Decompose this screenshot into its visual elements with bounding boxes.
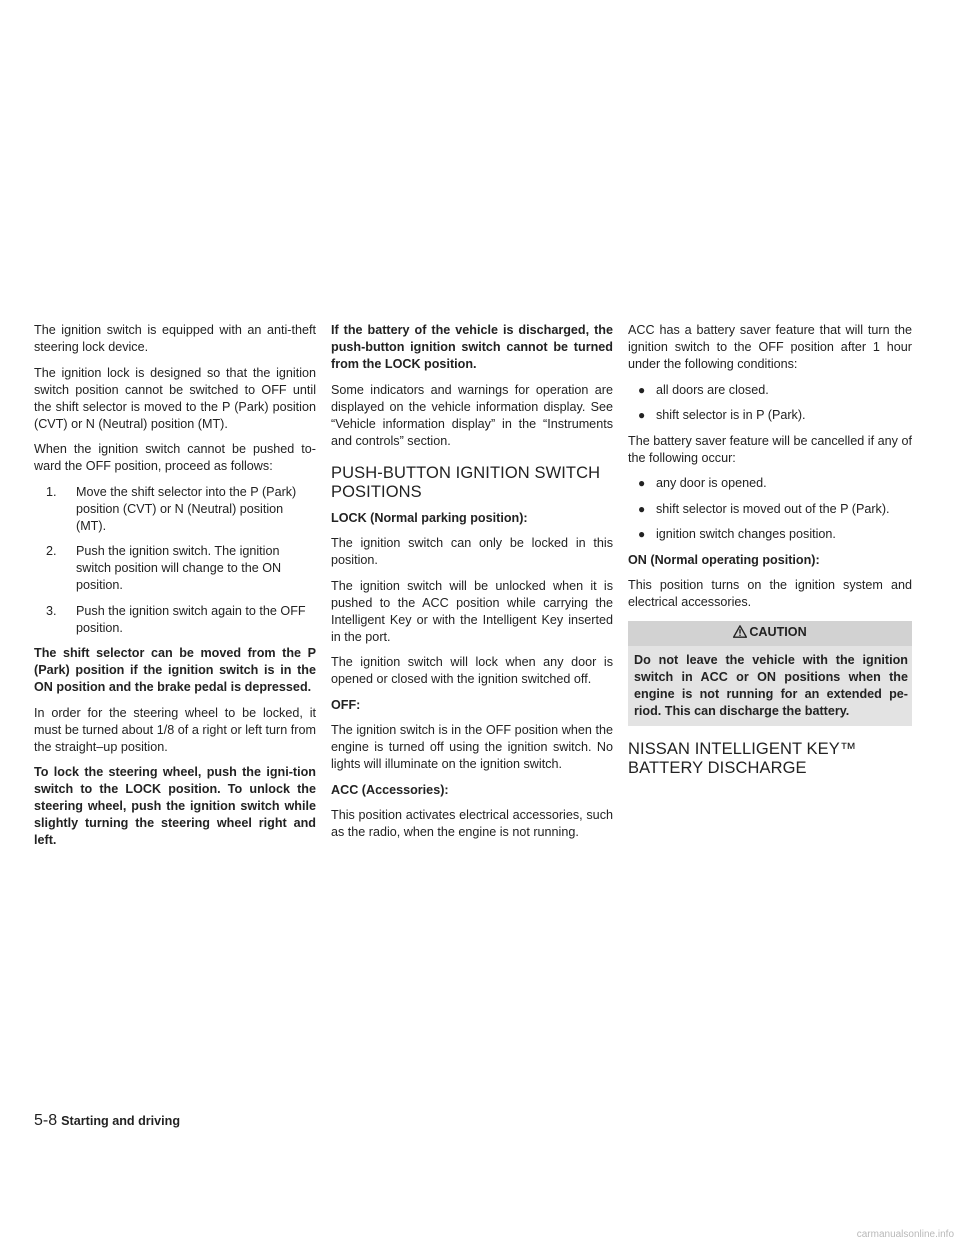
step-text: Push the ignition switch. The ignition switch position will change to the ON position. bbox=[76, 544, 282, 592]
subheading-off: OFF: bbox=[331, 697, 361, 712]
section-heading: NISSAN INTELLIGENT KEY™ BATTERY DISCHARGE bbox=[628, 740, 857, 777]
subheading-on: ON (Normal operating position): bbox=[628, 552, 820, 567]
caution-box bbox=[628, 621, 912, 726]
list-item bbox=[628, 407, 912, 424]
step-item bbox=[46, 484, 316, 535]
step-number: 2. bbox=[46, 544, 57, 558]
paragraph: The ignition switch can only be locked in this position. bbox=[331, 536, 613, 567]
page-number: 5-8 bbox=[34, 1112, 58, 1129]
paragraph: In order for the steering wheel to be locked, it must be turned about 1/8 of a right or left turn from the straight–up position. bbox=[34, 705, 316, 754]
bullet-icon: ● bbox=[638, 408, 646, 422]
paragraph: The ignition switch will lock when any door is opened or closed with the ignition switched off. bbox=[331, 655, 613, 686]
caution-label: CAUTION bbox=[749, 625, 807, 639]
subheading-lock: LOCK (Normal parking position): bbox=[331, 510, 528, 525]
paragraph: ACC has a battery saver feature that will turn the ignition switch to the OFF position after 1 hour under the following conditions: bbox=[628, 323, 912, 371]
caution-text: Do not leave the vehicle with the ignition switch in ACC or ON positions when the engine is not running for an extended pe-riod. This can discharge the battery. bbox=[634, 653, 908, 718]
bullet-icon: ● bbox=[638, 382, 646, 397]
list-item bbox=[628, 475, 912, 492]
paragraph: This position activates electrical accessories, such as the radio, when the engine is not running. bbox=[331, 808, 613, 839]
list-item bbox=[628, 501, 912, 518]
step-item bbox=[46, 543, 316, 594]
paragraph: This position turns on the ignition system and electrical accessories. bbox=[628, 578, 912, 609]
paragraph: The ignition switch is in the OFF position when the engine is turned off using the ignition switch. No lights will illuminate on the ignition switch. bbox=[331, 723, 613, 771]
step-number: 3. bbox=[46, 603, 57, 618]
column-right bbox=[628, 322, 912, 786]
step-text: Push the ignition switch again to the OFF position. bbox=[76, 603, 306, 635]
warning-icon bbox=[733, 625, 747, 643]
paragraph: The ignition lock is designed so that the ignition switch position cannot be switched to OFF until the shift selector is moved to the P (Park) position (CVT) or N (Neutral) position (MT). bbox=[34, 365, 316, 431]
subheading-acc: ACC (Accessories): bbox=[331, 782, 449, 797]
bold-note: If the battery of the vehicle is discharged, the push-button ignition switch cannot be turned from the LOCK position. bbox=[331, 323, 613, 371]
bold-note: The shift selector can be moved from the P (Park) position if the ignition switch is in the ON position and the brake pedal is depressed. bbox=[34, 646, 316, 694]
section-name: Starting and driving bbox=[61, 1114, 181, 1128]
list-item bbox=[628, 526, 912, 543]
column-middle bbox=[331, 322, 613, 850]
paragraph: Some indicators and warnings for operation are displayed on the vehicle information display. See “Vehicle information display” in the “Instruments and controls” section. bbox=[331, 382, 613, 448]
bullet-icon: ● bbox=[638, 476, 646, 490]
bold-note: To lock the steering wheel, push the igni-tion switch to the LOCK position. To unlock the steering wheel, push the ignition switch while slightly turning the steering wheel right and left. bbox=[34, 765, 316, 847]
paragraph: The ignition switch will be unlocked when it is pushed to the ACC position while carrying the Intelligent Key or with the Intelligent Key inserted in the port. bbox=[331, 578, 613, 644]
list-item bbox=[628, 382, 912, 399]
watermark: carmanualsonline.info bbox=[856, 1229, 954, 1240]
list-item-text: ignition switch changes position. bbox=[656, 527, 836, 541]
step-item bbox=[46, 603, 316, 637]
list-item-text: any door is opened. bbox=[656, 476, 767, 490]
section-heading: PUSH-BUTTON IGNITION SWITCH POSITIONS bbox=[331, 463, 601, 501]
paragraph: The ignition switch is equipped with an anti-theft steering lock device. bbox=[34, 323, 316, 354]
list-item-text: all doors are closed. bbox=[656, 382, 769, 397]
paragraph: When the ignition switch cannot be pushed to-ward the OFF position, proceed as follows: bbox=[34, 442, 316, 473]
column-left bbox=[34, 322, 316, 858]
page-footer bbox=[34, 1112, 180, 1130]
caution-header bbox=[628, 621, 912, 646]
paragraph: The battery saver feature will be cancelled if any of the following occur: bbox=[628, 433, 912, 465]
bullet-icon: ● bbox=[638, 527, 646, 541]
list-item-text: shift selector is moved out of the P (Park). bbox=[656, 501, 890, 516]
step-number: 1. bbox=[46, 484, 57, 499]
step-text: Move the shift selector into the P (Park) position (CVT) or N (Neutral) position (MT). bbox=[76, 484, 297, 533]
bullet-icon: ● bbox=[638, 501, 646, 516]
list-item-text: shift selector is in P (Park). bbox=[656, 408, 806, 422]
